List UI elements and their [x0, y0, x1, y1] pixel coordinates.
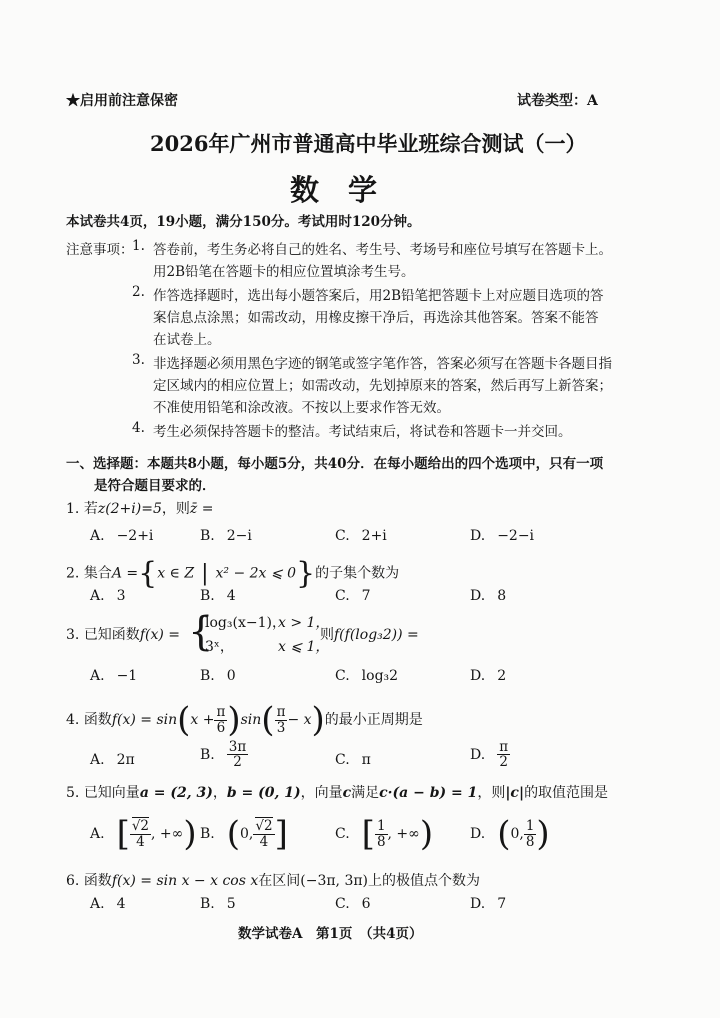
q6-option-c: C. 6 [335, 896, 371, 912]
q3-option-d: D. 2 [470, 668, 507, 684]
notice-line: 案信息点涂黑；如需改动，用橡皮擦干净后，再选涂其他答案。答案不能答 [153, 310, 599, 326]
question-2-stem: 2. 集合A ={x ∈ Z | x² − 2x ⩽ 0}的子集个数为 [66, 556, 400, 591]
subject-title: 数 学 [290, 173, 378, 207]
notice-label: 注意事项： [66, 242, 134, 258]
q3-option-c: C. log₃2 [335, 668, 399, 684]
q1-option-a: A. −2+i [90, 528, 154, 544]
q3-option-a: A. −1 [90, 668, 138, 684]
piecewise-case-2: 3ˣ， [205, 639, 234, 655]
question-3-stem: 3. 已知函数f(x) = [66, 627, 180, 643]
question-3-tail: 则f(f(log₃2)) = [320, 627, 419, 643]
notice-num: 2. [132, 284, 145, 300]
q2-option-a: A. 3 [90, 588, 126, 604]
q2-option-b: B. 4 [200, 588, 236, 604]
question-4-stem: 4. 函数f(x) = sin(x + $\frac{\pi}{6}$ )sin( $\frac{\pi}{3}$ − x)的最小正周期是 [66, 700, 423, 740]
question-1-stem: 1. 若z(2+i)=5，则z̄ = [66, 501, 214, 517]
q4-option-b: B. $\frac{3\pi}{2}$ [200, 739, 247, 771]
notice-line: 作答选择题时，选出每小题答案后，用2B铅笔把答题卡上对应题目选项的答 [153, 288, 604, 304]
question-5-stem: 5. 已知向量a = (2, 3)，b = (0, 1)，向量c满足c·(a − b) = 1，则|c|的取值范围是 [66, 785, 609, 801]
notice-line: 考生必须保持答题卡的整洁。考试结束后，将试卷和答题卡一并交回。 [153, 424, 572, 440]
q1-option-d: D. −2−i [470, 528, 535, 544]
notice-line: 定区域内的相应位置上；如需改动，先划掉原来的答案，然后再写上新答案； [153, 378, 612, 394]
q3-option-b: B. 0 [200, 668, 236, 684]
section-heading: 一、选择题：本题共8小题，每小题5分，共40分．在每小题给出的四个选项中，只有一项 [66, 456, 604, 472]
exam-title: 2026年广州市普通高中毕业班综合测试（一） [150, 131, 587, 156]
notice-line: 答卷前，考生务必将自己的姓名、考生号、考场号和座位号填写在答题卡上。 [153, 242, 612, 258]
page-footer: 数学试卷A 第1页 （共4页） [238, 926, 423, 942]
exam-intro: 本试卷共4页，19小题，满分150分。考试用时120分钟。 [66, 214, 421, 230]
notice-line: 用2B铅笔在答题卡的相应位置填涂考生号。 [153, 264, 415, 280]
q6-option-d: D. 7 [470, 896, 507, 912]
q5-option-d: D. (0, $\frac{1}{8}$ ) [470, 814, 550, 854]
q4-option-d: D. $\frac{\pi}{2}$ [470, 739, 509, 771]
q6-option-b: B. 5 [200, 896, 236, 912]
piecewise-cond-1: x > 1， [278, 615, 330, 631]
q2-option-c: C. 7 [335, 588, 371, 604]
q1-option-b: B. 2−i [200, 528, 252, 544]
q2-option-d: D. 8 [470, 588, 507, 604]
q6-option-a: A. 4 [90, 896, 126, 912]
notice-line: 不准使用铅笔和涂改液。不按以上要求作答无效。 [153, 400, 450, 416]
piecewise-case-1: log₃(x−1)， [205, 615, 286, 631]
piecewise-brace: { [188, 609, 214, 655]
notice-num: 3. [132, 352, 145, 368]
q1-option-c: C. 2+i [335, 528, 387, 544]
q5-option-c: C. [ $\frac{1}{8}$ , +∞) [335, 814, 434, 854]
q4-option-c: C. π [335, 752, 371, 768]
notice-line: 在试卷上。 [153, 332, 221, 348]
q5-option-a: A. [ $\frac{√2}{4}$ , +∞) [90, 814, 197, 854]
confidential-label: ★启用前注意保密 [66, 93, 178, 109]
section-heading-cont: 是符合题目要求的． [94, 478, 216, 494]
question-6-stem: 6. 函数f(x) = sin x − x cos x在区间(−3π, 3π)上的极值点个数为 [66, 873, 481, 889]
q5-option-b: B. (0, $\frac{√2}{4}$ ] [200, 814, 288, 854]
notice-num: 4. [132, 420, 145, 436]
notice-line: 非选择题必须用黑色字迹的钢笔或签字笔作答，答案必须写在答题卡各题目指 [153, 356, 612, 372]
notice-num: 1. [132, 238, 145, 254]
paper-type-label: 试卷类型：A [517, 93, 598, 109]
q4-option-a: A. 2π [90, 752, 135, 768]
piecewise-cond-2: x ⩽ 1， [278, 639, 330, 655]
